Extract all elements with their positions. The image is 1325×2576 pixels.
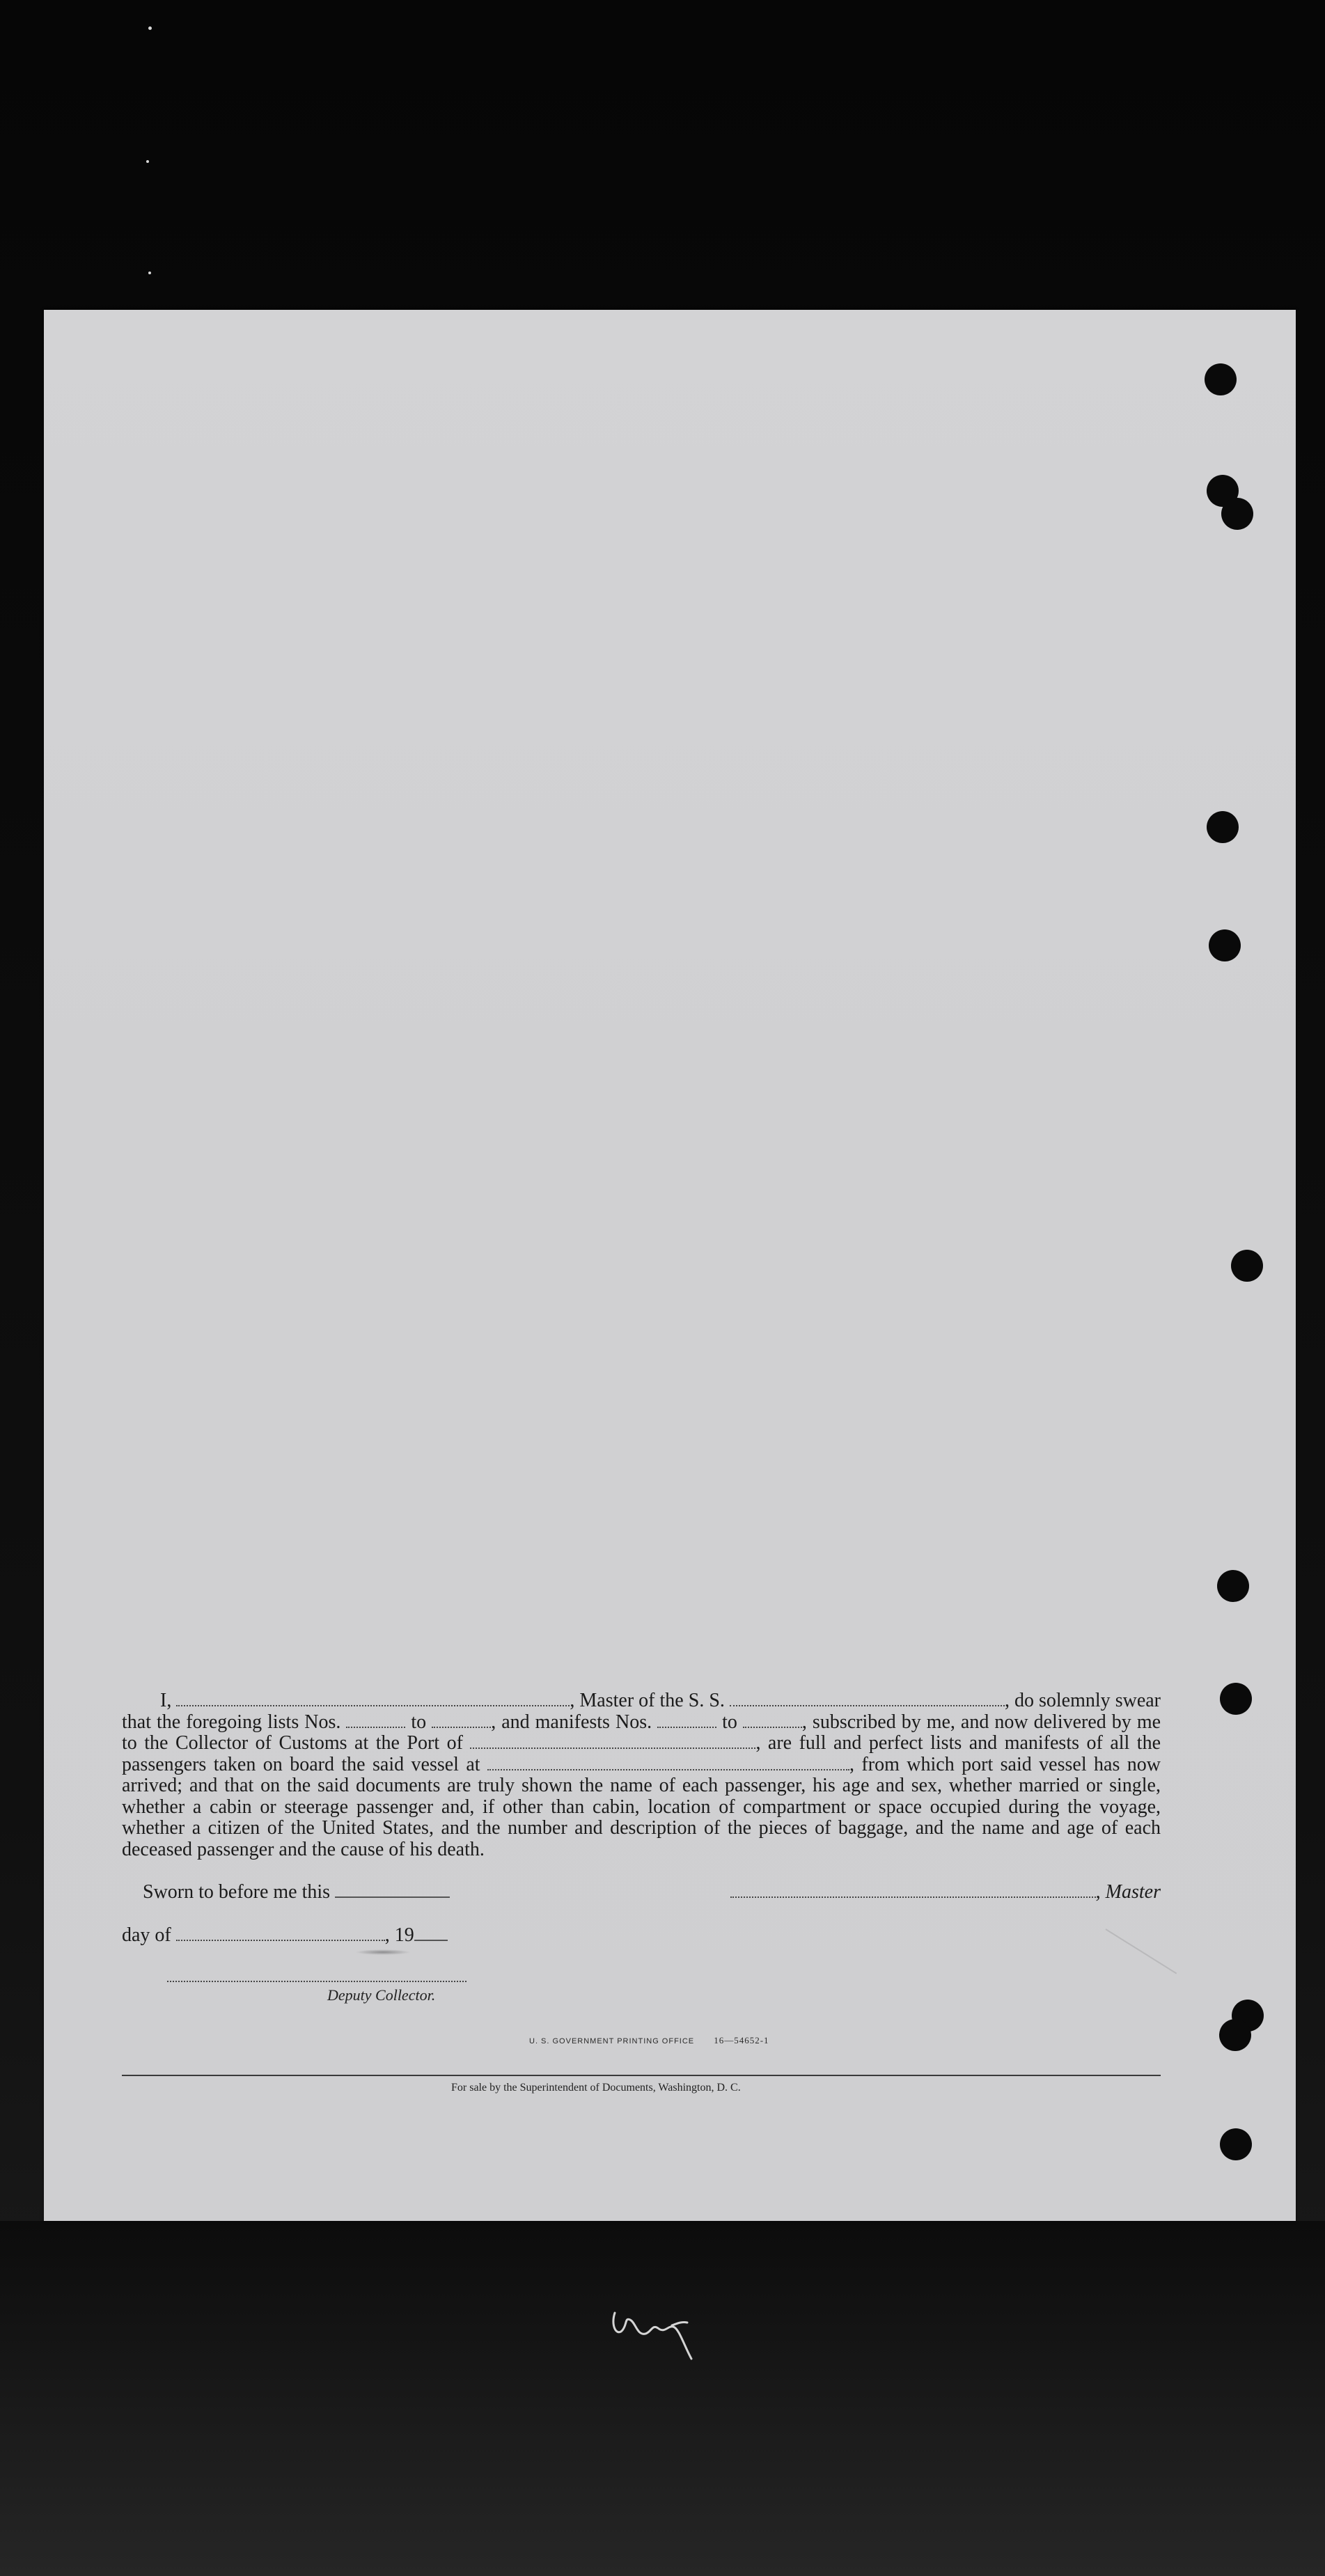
- master-label: , Master: [1095, 1881, 1161, 1903]
- form-number: 16—54652-1: [714, 2035, 769, 2045]
- oath-text: , from which: [849, 1753, 955, 1775]
- oath-text: , do solemnly: [1004, 1690, 1111, 1711]
- dust-speck: [146, 160, 149, 163]
- footer-rule: [122, 2075, 1161, 2076]
- punch-hole: [1220, 1683, 1252, 1715]
- punch-hole: [1217, 1570, 1249, 1602]
- port-of-departure-blank: [487, 1755, 849, 1770]
- sworn-label: Sworn to before me this: [143, 1881, 331, 1903]
- scan-background-lower: [0, 2221, 1325, 2576]
- master-name-blank: [176, 1691, 570, 1706]
- punch-hole: [1209, 929, 1241, 961]
- punch-hole: [1207, 811, 1239, 843]
- dust-speck: [148, 272, 151, 274]
- sworn-row: [122, 1881, 1161, 1905]
- punch-hole: [1219, 2019, 1251, 2051]
- oath-text: , Master of the S. S.: [570, 1690, 725, 1711]
- master-signature-blank: [730, 1881, 1096, 1898]
- manifest-to-blank: [743, 1713, 802, 1728]
- list-to-blank: [432, 1713, 491, 1728]
- oath-text: , and manifests Nos.: [491, 1711, 652, 1733]
- deputy-collector-label: Deputy Collector.: [327, 1986, 436, 2004]
- oath-text: manifests of all the passengers taken on board the said vessel at: [122, 1732, 1161, 1775]
- punch-hole: [1221, 498, 1253, 530]
- handwritten-mark: [609, 2298, 700, 2364]
- year-blank: [414, 1924, 448, 1941]
- manifest-from-blank: [657, 1713, 716, 1728]
- oath-text: to: [722, 1711, 737, 1733]
- oath-text: to: [411, 1711, 427, 1733]
- oath-paragraph: [122, 1690, 1161, 1860]
- oath-text: , subscribed by me, and now: [801, 1711, 1028, 1733]
- sworn-date-blank: [335, 1881, 450, 1898]
- oath-text: , are full and perfect lists and: [755, 1732, 998, 1754]
- year-prefix: , 19: [384, 1924, 414, 1946]
- day-month-blank: [176, 1924, 385, 1941]
- footer-note: For sale by the Superintendent of Documents, Washington, D. C.: [451, 2082, 741, 2094]
- day-row: [122, 1924, 448, 1947]
- ink-smudge: [355, 1949, 411, 1955]
- punch-hole: [1231, 1250, 1263, 1282]
- oath-text: swear that the foregoing lists Nos.: [122, 1690, 1161, 1733]
- punch-hole: [1220, 2128, 1252, 2160]
- oath-text: I,: [160, 1690, 172, 1711]
- port-of-arrival-blank: [470, 1734, 755, 1749]
- day-label: day of: [122, 1924, 171, 1946]
- oath-text: port said vessel has now arrived; and that on the said documents are truly shown the name of each passenger, his age and sex, whether married or single, whether a cabin or steerage passenger and, if other than cabin, location of compartment or space occupied during the voyage, whether a citizen of the United States, and the number and description of the pieces of baggage, and the name and age of each deceased passenger and the cause of his death.: [122, 1753, 1161, 1860]
- printing-office-name: U. S. GOVERNMENT PRINTING OFFICE: [529, 2037, 695, 2045]
- deputy-signature-line: [167, 1981, 467, 1982]
- punch-hole: [1205, 363, 1237, 395]
- ship-name-blank: [730, 1691, 1005, 1706]
- paper-crease: [1105, 1929, 1177, 1974]
- oath-text: delivered by me to the Collector of Customs at the Port of: [122, 1711, 1161, 1754]
- dust-speck: [148, 26, 152, 30]
- printing-office-imprint: [529, 2035, 769, 2046]
- list-from-blank: [346, 1713, 405, 1728]
